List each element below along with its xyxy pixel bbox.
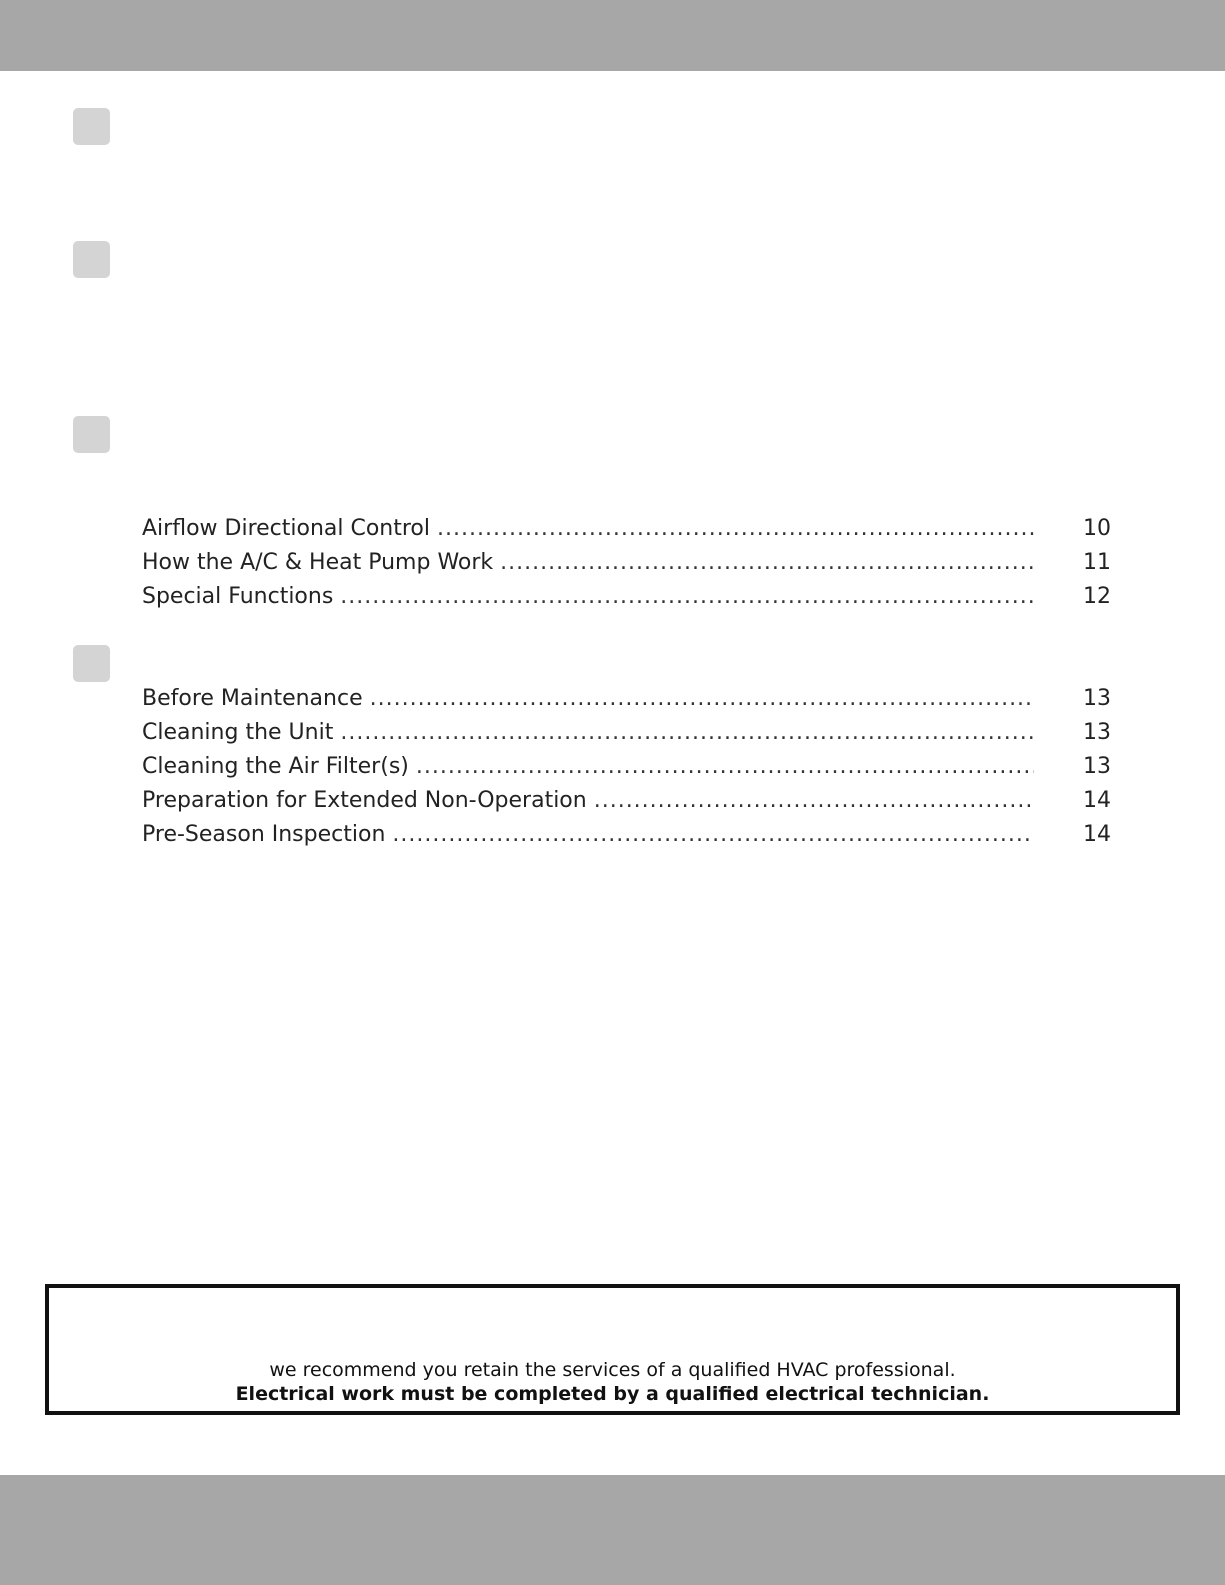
header-band: [0, 0, 1225, 71]
toc-dot-leader: [392, 818, 1034, 852]
section-marker-3: [73, 416, 110, 453]
notice-line-hvac: we recommend you retain the services of a qualified HVAC professional.: [269, 1359, 956, 1381]
toc-entry[interactable]: [142, 784, 1112, 818]
professional-notice-box: [45, 1284, 1180, 1415]
toc-group-operation: [142, 512, 1112, 614]
toc-dot-leader: [340, 580, 1034, 614]
toc-entry-title: Pre-Season Inspection: [142, 822, 386, 847]
toc-entry-title: Cleaning the Unit: [142, 720, 334, 745]
toc-dot-leader: [370, 682, 1034, 716]
toc-entry[interactable]: [142, 546, 1112, 580]
footer-band: [0, 1475, 1225, 1585]
toc-entry-title: Preparation for Extended Non-Operation: [142, 788, 587, 813]
toc-dot-leader: [594, 784, 1034, 818]
toc-entry-page: 14: [1083, 822, 1111, 847]
toc-entry-page: 14: [1083, 788, 1111, 813]
toc-entry-title: Airflow Directional Control: [142, 516, 431, 541]
toc-entry-title: Cleaning the Air Filter(s): [142, 754, 409, 779]
toc-entry-page: 13: [1083, 754, 1111, 779]
toc-entry[interactable]: [142, 818, 1112, 852]
toc-entry[interactable]: [142, 716, 1112, 750]
section-marker-1: [73, 108, 110, 145]
toc-entry-page: 11: [1083, 550, 1111, 575]
toc-dot-leader: [500, 546, 1034, 580]
toc-entry[interactable]: [142, 512, 1112, 546]
section-marker-2: [73, 241, 110, 278]
toc-entry-title: Before Maintenance: [142, 686, 363, 711]
toc-entry-title: Special Functions: [142, 584, 334, 609]
notice-line-electrical: Electrical work must be completed by a qualified electrical technician.: [235, 1383, 990, 1405]
toc-dot-leader: [437, 512, 1034, 546]
toc-entry[interactable]: [142, 580, 1112, 614]
toc-entry-page: 13: [1083, 686, 1111, 711]
toc-entry[interactable]: [142, 682, 1112, 716]
toc-dot-leader: [340, 716, 1034, 750]
toc-entry-page: 13: [1083, 720, 1111, 745]
toc-group-maintenance: [142, 682, 1112, 852]
toc-entry-page: 12: [1083, 584, 1111, 609]
toc-entry-page: 10: [1083, 516, 1111, 541]
toc-entry[interactable]: [142, 750, 1112, 784]
toc-entry-title: How the A/C & Heat Pump Work: [142, 550, 494, 575]
toc-dot-leader: [416, 750, 1034, 784]
section-marker-4: [73, 645, 110, 682]
